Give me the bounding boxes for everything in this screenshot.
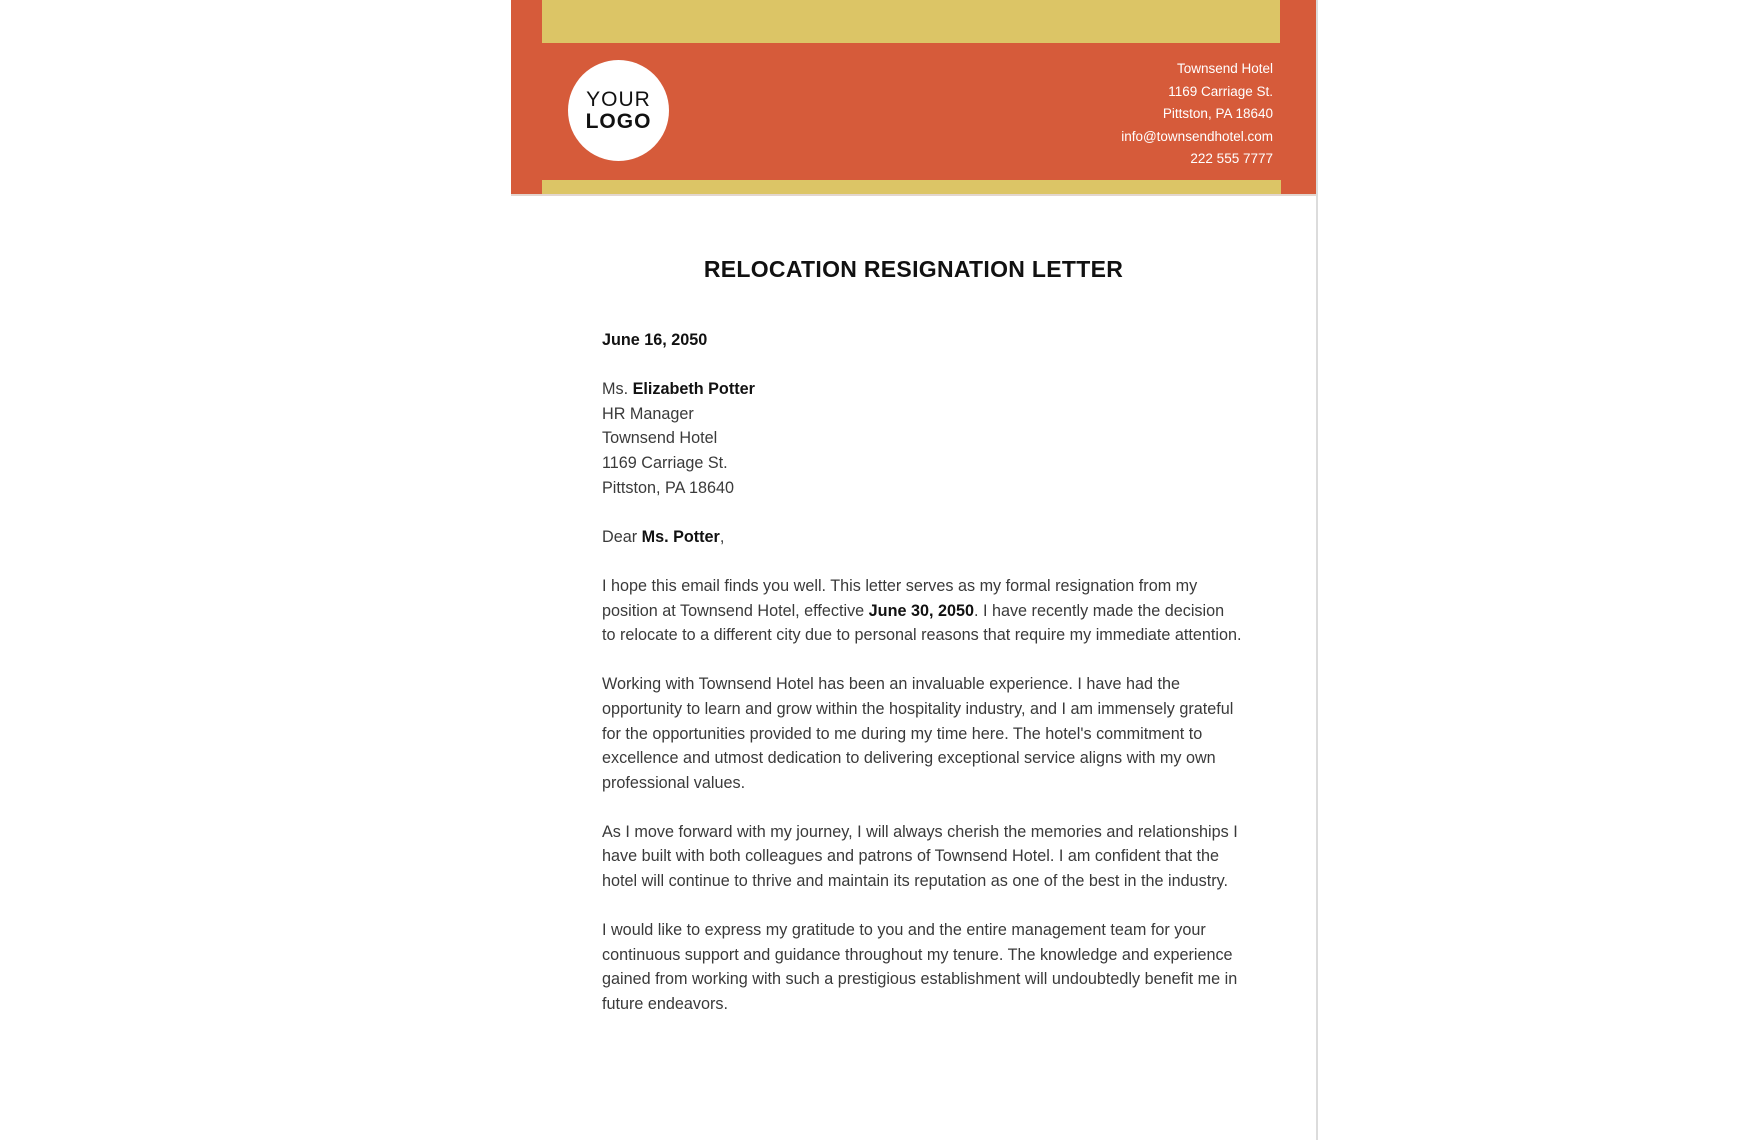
company-phone: 222 555 7777 xyxy=(1190,151,1273,166)
paragraph-1 xyxy=(602,574,1242,648)
logo-placeholder xyxy=(568,60,669,161)
paragraph-2: Working with Townsend Hotel has been an invaluable experience. I have had the opportunity to learn and grow within the hospitality industry, and I am immensely grateful for the opportunities provided to me during my time here. The hotel's commitment to excellence and utmost dedication to delivering exceptional service aligns with my own professional values. xyxy=(602,675,1234,792)
greeting xyxy=(602,525,1242,550)
letter-title: RELOCATION RESIGNATION LETTER xyxy=(703,256,1124,282)
company-email: info@townsendhotel.com xyxy=(1121,128,1273,144)
effective-date: June 30, 2050 xyxy=(868,601,974,620)
letter-date: June 16, 2050 xyxy=(602,331,708,349)
letter-page xyxy=(511,0,1318,1140)
logo-text-your: YOUR xyxy=(586,87,651,111)
recipient-position: HR Manager xyxy=(602,404,694,423)
recipient-company: Townsend Hotel xyxy=(602,429,718,448)
recipient-block xyxy=(602,377,1242,500)
paragraph-1-text-end: . I have recently made the decision to relocate to a different city due to personal reasons that require my immediate attention. xyxy=(602,601,1242,645)
recipient-name-line xyxy=(602,377,1242,402)
company-name: Townsend Hotel xyxy=(1176,61,1273,76)
company-contact-block xyxy=(1121,58,1273,171)
header-divider xyxy=(511,194,1316,196)
recipient-city: Pittston, PA 18640 xyxy=(602,478,734,497)
paragraph-1-text-start: I hope this email finds you well. This letter serves as my formal resignation from my position at Townsend Hotel, effective xyxy=(602,576,1198,620)
recipient-name: Elizabeth Potter xyxy=(632,380,755,399)
letter-body xyxy=(602,328,1242,1041)
paragraph-3: As I move forward with my journey, I will always cherish the memories and relationships I have built with both colleagues and patrons of Townsend Hotel. I am confident that the hotel will continue to thrive and maintain its reputation as one of the best in the industry. xyxy=(602,822,1238,891)
company-city: Pittston, PA 18640 xyxy=(1162,106,1273,121)
logo-text-logo: LOGO xyxy=(585,109,652,133)
recipient-salutation: Ms. xyxy=(602,380,629,399)
header-accent-band-bottom xyxy=(542,180,1281,195)
greeting-name: Ms. Potter xyxy=(641,527,720,546)
letterhead xyxy=(511,0,1316,195)
greeting-word: Dear xyxy=(602,527,638,546)
recipient-street: 1169 Carriage St. xyxy=(602,453,728,472)
greeting-punctuation: , xyxy=(719,527,725,546)
paragraph-4: I would like to express my gratitude to you and the entire management team for your continuous support and guidance throughout my tenure. The knowledge and experience gained from working with such a prestigious establishment will undoubtedly benefit me in future endeavors. xyxy=(602,921,1238,1014)
header-accent-band-top xyxy=(542,0,1280,43)
company-street: 1169 Carriage St. xyxy=(1168,83,1273,99)
